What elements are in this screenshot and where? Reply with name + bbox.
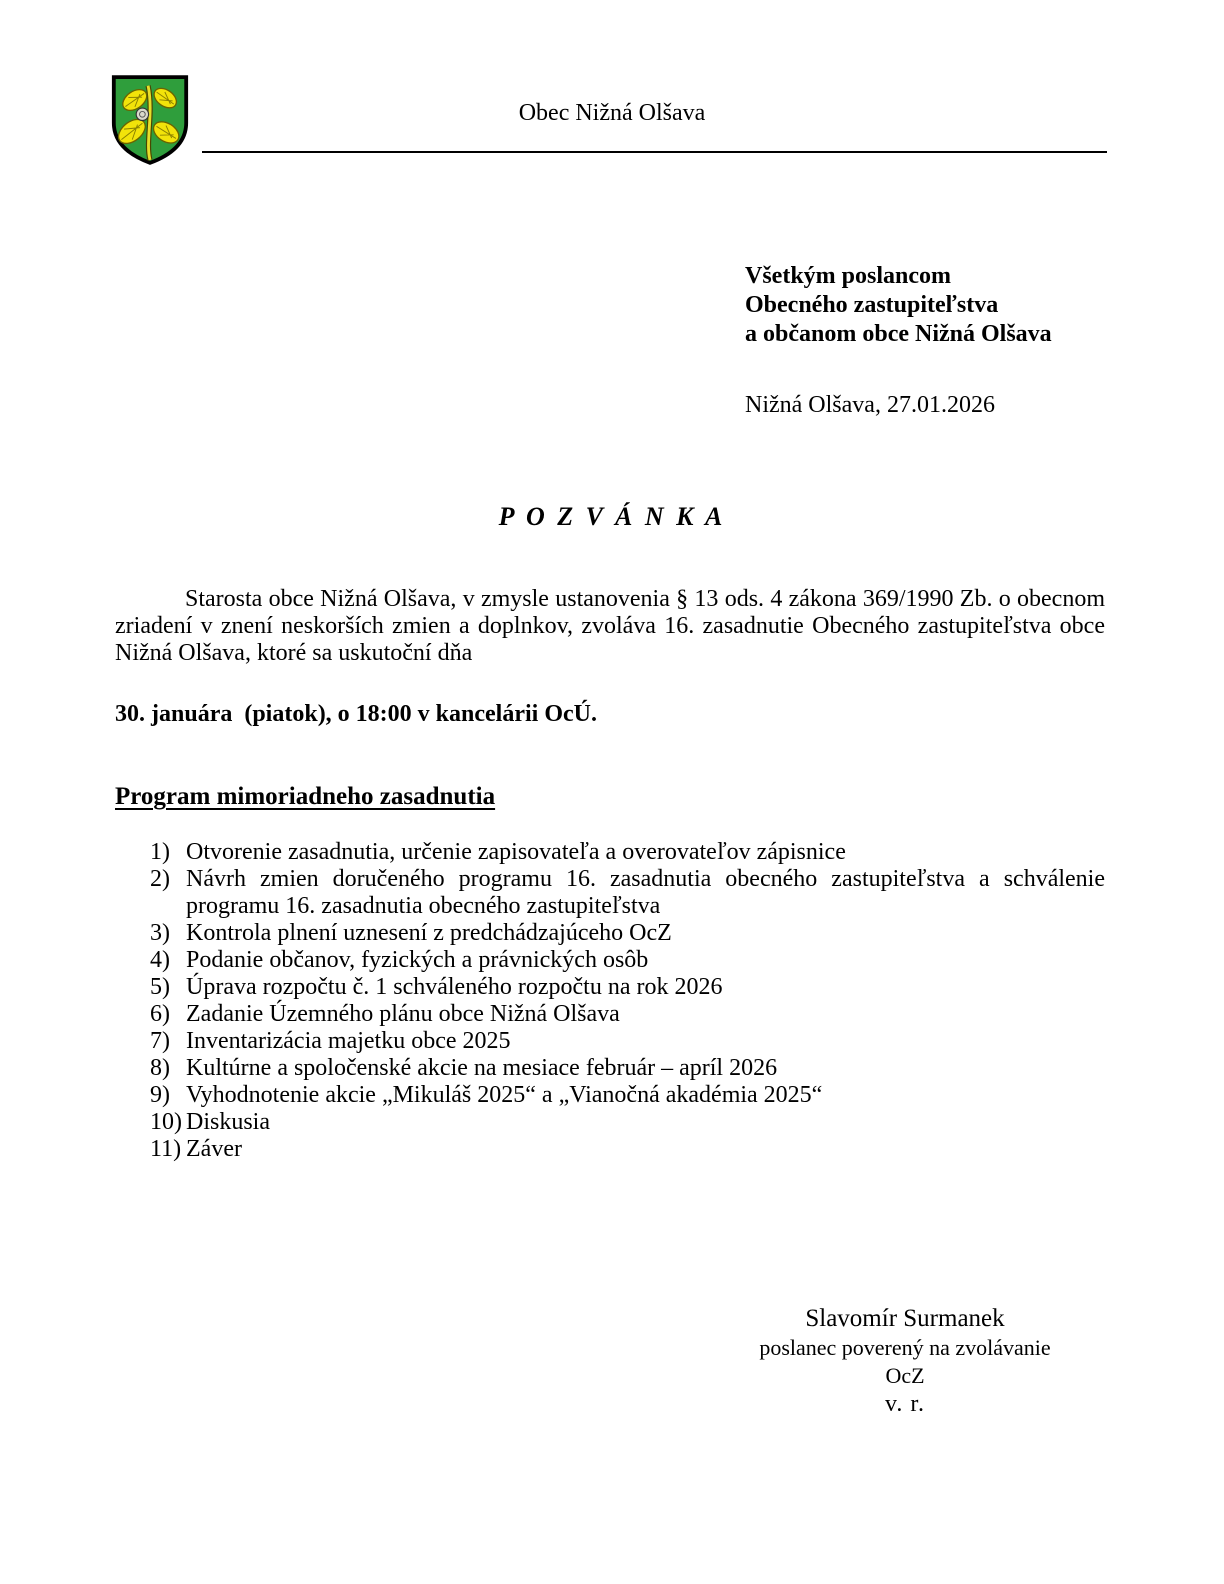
- program-item-text: Vyhodnotenie akcie „Mikuláš 2025“ a „Vianočná akadémia 2025“: [186, 1082, 823, 1108]
- recipient-line: Obecného zastupiteľstva: [745, 292, 999, 318]
- program-item-text: Podanie občanov, fyzických a právnických osôb: [186, 947, 649, 973]
- program-item: [150, 974, 1105, 1001]
- header-divider: [202, 151, 1107, 153]
- program-item-text: Kultúrne a spoločenské akcie na mesiace február – apríl 2026: [186, 1055, 778, 1081]
- program-item-text: Inventarizácia majetku obce 2025: [186, 1028, 511, 1054]
- program-item-text: Otvorenie zasadnutia, určenie zapisovateľa a overovateľov zápisnice: [186, 839, 846, 865]
- header-municipality-name: Obec Nižná Olšava: [518, 100, 706, 126]
- program-item: [150, 1109, 1105, 1136]
- program-item: [150, 1082, 1105, 1109]
- program-item: [150, 947, 1105, 974]
- program-item: [150, 1055, 1105, 1082]
- program-item: [150, 839, 1105, 866]
- program-item-text: Diskusia: [186, 1109, 270, 1135]
- place-date: Nižná Olšava, 27.01.2026: [745, 392, 995, 418]
- recipient-line: a občanom obce Nižná Olšava: [745, 321, 1052, 347]
- program-item-number: 9): [150, 1082, 170, 1108]
- signature-block: [745, 1303, 1065, 1418]
- program-item: [150, 1001, 1105, 1028]
- program-item-text: Návrh zmien doručeného programu 16. zasadnutia obecného zastupiteľstva a schválenie programu 16. zasadnutia obecného zastupiteľstva: [186, 866, 1105, 919]
- recipient-block: [745, 262, 1052, 349]
- program-item: [150, 866, 1105, 920]
- program-item-text: Zadanie Územného plánu obce Nižná Olšava: [186, 1001, 620, 1027]
- program-item-number: 4): [150, 947, 170, 973]
- program-item: [150, 1136, 1105, 1163]
- program-item-number: 3): [150, 920, 170, 946]
- meeting-datetime: 30. januára (piatok), o 18:00 v kancelárii OcÚ.: [115, 701, 597, 727]
- signature-name: Slavomír Surmanek: [805, 1305, 1005, 1332]
- program-item-text: Kontrola plnení uznesení z predchádzajúceho OcZ: [186, 920, 672, 946]
- program-item: [150, 1028, 1105, 1055]
- signature-role: poslanec poverený na zvolávanie OcZ: [759, 1335, 1051, 1388]
- program-item-number: 2): [150, 866, 170, 892]
- program-item-number: 6): [150, 1001, 170, 1027]
- program-item-number: 11): [150, 1136, 182, 1162]
- program-heading: Program mimoriadneho zasadnutia: [115, 783, 496, 810]
- program-item-number: 5): [150, 974, 170, 1000]
- program-item-text: Úprava rozpočtu č. 1 schváleného rozpočtu na rok 2026: [186, 974, 723, 1000]
- program-list: [150, 839, 1105, 1163]
- program-item-number: 8): [150, 1055, 170, 1081]
- program-item-text: Záver: [186, 1136, 242, 1162]
- program-item-number: 1): [150, 839, 170, 865]
- program-item-number: 7): [150, 1028, 170, 1054]
- document-title: P O Z V Á N K A: [498, 502, 726, 531]
- program-item-number: 10): [150, 1109, 182, 1135]
- recipient-line: Všetkým poslancom: [745, 263, 952, 289]
- intro-paragraph: Starosta obce Nižná Olšava, v zmysle ustanovenia § 13 ods. 4 zákona 369/1990 Zb. o obecnom zriadení v znení neskorších zmien a doplnkov, zvoláva 16. zasadnutie Obecného zastupiteľstva obce Nižná Olšava, ktoré sa uskutoční dňa: [115, 586, 1105, 666]
- signature-vr: v. r.: [884, 1391, 926, 1417]
- program-item: [150, 920, 1105, 947]
